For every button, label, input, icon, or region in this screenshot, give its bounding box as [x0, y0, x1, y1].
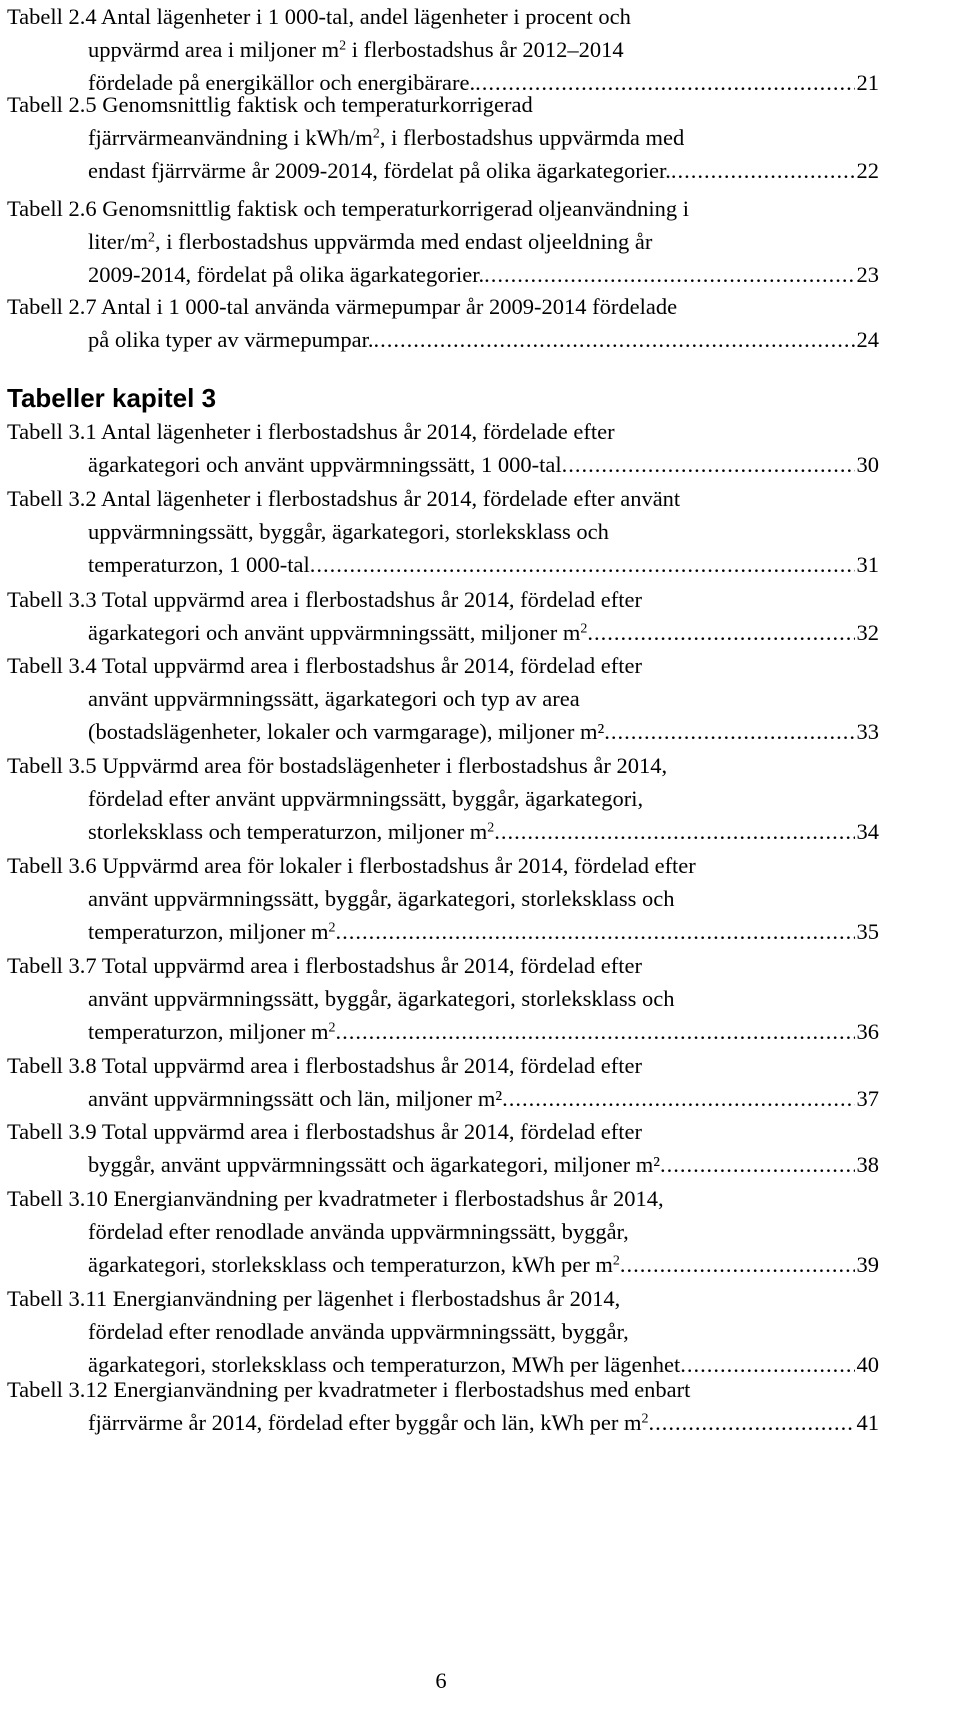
toc-entry-text: byggår, använt uppvärmningssätt och ägarkategori, miljoner m² — [88, 1152, 660, 1177]
toc-page-ref[interactable]: 36 — [856, 1019, 879, 1044]
page-number: 6 — [435, 1668, 447, 1693]
toc-page-ref[interactable]: 40 — [856, 1352, 879, 1377]
superscript: 2 — [372, 126, 380, 142]
toc-entry-text: uppvärmd area i miljoner $m^2$ i flerbostadshus år 2012–2014 — [88, 37, 624, 62]
superscript: 2 — [339, 38, 347, 54]
superscript: 2 — [641, 1411, 649, 1427]
toc-page-ref[interactable]: 31 — [856, 552, 879, 577]
toc-entry-line — [7, 88, 879, 121]
toc-entry-line — [7, 1115, 879, 1148]
toc-entry[interactable] — [7, 88, 879, 187]
dot-leader — [494, 815, 854, 848]
toc-entry[interactable] — [7, 1282, 879, 1381]
dot-leader — [649, 1406, 855, 1439]
toc-entry-last-line — [7, 154, 879, 187]
toc-entry-text-continued: , i flerbostadshus uppvärmda med — [379, 125, 685, 150]
toc-entry-line — [7, 415, 879, 448]
toc-entry-text: temperaturzon, 1 000-tal — [88, 552, 310, 577]
toc-entry-line — [7, 982, 879, 1015]
toc-entry-text: Tabell 2.6 Genomsnittlig faktisk och temperaturkorrigerad oljeanvändning i — [7, 196, 689, 221]
superscript: 2 — [148, 230, 155, 246]
toc-page-ref[interactable]: 22 — [856, 158, 879, 183]
toc-page-ref[interactable]: 41 — [856, 1410, 879, 1435]
toc-entry-text: Tabell 3.3 Total uppvärmd area i flerbostadshus år 2014, fördelad efter — [7, 587, 642, 612]
toc-entry-last-line — [7, 915, 879, 948]
toc-entry-line — [7, 515, 879, 548]
toc-entry-text: Tabell 2.5 Genomsnittlig faktisk och temperaturkorrigerad — [7, 92, 533, 117]
toc-entry[interactable] — [7, 192, 879, 291]
toc-entry-line — [7, 782, 879, 815]
toc-entry-text: använt uppvärmningssätt, byggår, ägarkategori, storleksklass och — [88, 986, 675, 1011]
toc-entry-last-line — [7, 448, 879, 481]
toc-entry-line — [7, 225, 879, 258]
toc-entry-line — [7, 1315, 879, 1348]
dot-leader — [502, 1082, 854, 1115]
toc-page-ref[interactable]: 37 — [856, 1086, 879, 1111]
toc-entry-line — [7, 1282, 879, 1315]
toc-entry-text: ägarkategori, storleksklass och temperaturzon, kWh per $m^2$ — [88, 1252, 620, 1277]
toc-entry[interactable] — [7, 290, 879, 356]
toc-entry-line — [7, 1049, 879, 1082]
toc-entry[interactable] — [7, 1115, 879, 1181]
toc-entry-line — [7, 649, 879, 682]
toc-entry-text: Tabell 2.4 Antal lägenheter i 1 000-tal, andel lägenheter i procent och — [7, 4, 631, 29]
toc-entry-line — [7, 1182, 879, 1215]
toc-entry-text: Tabell 3.2 Antal lägenheter i flerbostadshus år 2014, fördelade efter använt — [7, 486, 681, 511]
toc-entry-text: använt uppvärmningssätt, ägarkategori och typ av area — [88, 686, 580, 711]
dot-leader — [604, 715, 854, 748]
toc-entry-text: fördelade på energikällor och energibärare. — [88, 70, 476, 95]
toc-entry-text-continued: i flerbostadshus år 2012–2014 — [346, 37, 624, 62]
toc-entry-text: Tabell 3.11 Energianvändning per lägenhet i flerbostadshus år 2014, — [7, 1286, 621, 1311]
toc-entry-line — [7, 192, 879, 225]
superscript: 2 — [612, 1253, 620, 1269]
toc-entry[interactable] — [7, 1182, 879, 1281]
toc-entry-text: ägarkategori och använt uppvärmningssätt, miljoner $m^2$ — [88, 620, 588, 645]
toc-entry-text: Tabell 3.5 Uppvärmd area för bostadslägenheter i flerbostadshus år 2014, — [7, 753, 668, 778]
toc-page-ref[interactable]: 38 — [856, 1152, 879, 1177]
superscript: 2 — [487, 820, 495, 836]
toc-entry[interactable] — [7, 949, 879, 1048]
toc-entry[interactable] — [7, 482, 879, 581]
toc-entry-text: fördelad efter renodlade använda uppvärmningssätt, byggår, — [88, 1319, 629, 1344]
toc-entry-text: endast fjärrvärme år 2009-2014, fördelat på olika ägarkategorier. — [88, 158, 671, 183]
toc-entry-text: temperaturzon, miljoner $m^2$ — [88, 919, 336, 944]
toc-entry-last-line — [7, 1248, 879, 1281]
toc-entry-text: Tabell 3.10 Energianvändning per kvadratmeter i flerbostadshus år 2014, — [7, 1186, 664, 1211]
toc-entry-line — [7, 849, 879, 882]
toc-entry-line — [7, 290, 879, 323]
toc-entry-line — [7, 482, 879, 515]
toc-entry-line — [7, 749, 879, 782]
dot-leader — [374, 323, 855, 356]
toc-entry-last-line — [7, 815, 879, 848]
dot-leader — [562, 448, 855, 481]
toc-entry-text: Tabell 3.1 Antal lägenheter i flerbostadshus år 2014, fördelade efter — [7, 419, 615, 444]
dot-leader — [336, 915, 855, 948]
toc-entry-text: Tabell 2.7 Antal i 1 000-tal använda värmepumpar år 2009-2014 fördelade — [7, 294, 678, 319]
toc-entry-last-line — [7, 1015, 879, 1048]
toc-page-ref[interactable]: 24 — [856, 327, 879, 352]
toc-entry-last-line — [7, 715, 879, 748]
toc-entry-text: Tabell 3.6 Uppvärmd area för lokaler i flerbostadshus år 2014, fördelad efter — [7, 853, 696, 878]
toc-page-ref[interactable]: 32 — [856, 620, 879, 645]
toc-page-ref[interactable]: 39 — [856, 1252, 879, 1277]
toc-entry-last-line — [7, 1406, 879, 1439]
toc-entry-last-line — [7, 616, 879, 649]
toc-entry-last-line — [7, 548, 879, 581]
toc-entry-line — [7, 949, 879, 982]
toc-entry-last-line — [7, 1082, 879, 1115]
toc-entry-line — [7, 1215, 879, 1248]
toc-entry-text: Tabell 3.4 Total uppvärmd area i flerbostadshus år 2014, fördelad efter — [7, 653, 642, 678]
toc-entry[interactable] — [7, 0, 879, 99]
toc-entry-text: fördelad efter renodlade använda uppvärmningssätt, byggår, — [88, 1219, 629, 1244]
toc-page-ref[interactable]: 30 — [856, 452, 879, 477]
toc-entry[interactable] — [7, 1373, 879, 1439]
toc-entry-text: liter/$m^2$, i flerbostadshus uppvärmda med endast oljeeldning år — [88, 229, 653, 254]
toc-entry-text: uppvärmningssätt, byggår, ägarkategori, storleksklass och — [88, 519, 609, 544]
toc-entry-line — [7, 33, 879, 66]
toc-entry-last-line — [7, 323, 879, 356]
toc-page-ref[interactable]: 23 — [856, 262, 879, 287]
toc-entry-text: använt uppvärmningssätt, byggår, ägarkategori, storleksklass och — [88, 886, 675, 911]
toc-entry-text: storleksklass och temperaturzon, miljoner $m^2$ — [88, 819, 495, 844]
toc-entry-line — [7, 0, 879, 33]
dot-leader — [620, 1248, 855, 1281]
toc-entry[interactable] — [7, 1049, 879, 1115]
superscript: 2 — [328, 920, 336, 936]
dot-leader — [484, 258, 854, 291]
superscript: 2 — [580, 621, 588, 637]
toc-entry-text: på olika typer av värmepumpar. — [88, 327, 374, 352]
toc-entry-text: ägarkategori, storleksklass och temperaturzon, MWh per lägenhet — [88, 1352, 681, 1377]
toc-entry-last-line — [7, 258, 879, 291]
toc-page-ref[interactable]: 35 — [856, 919, 879, 944]
toc-entry-line — [7, 882, 879, 915]
toc-entry-line — [7, 1373, 879, 1406]
toc-entry-text: 2009-2014, fördelat på olika ägarkategorier. — [88, 262, 485, 287]
section-heading: Tabeller kapitel 3 — [7, 383, 217, 413]
toc-entry-text: (bostadslägenheter, lokaler och varmgarage), miljoner m² — [88, 719, 605, 744]
toc-entry-last-line — [7, 1148, 879, 1181]
toc-entry-text: fördelad efter använt uppvärmningssätt, byggår, ägarkategori, — [88, 786, 644, 811]
dot-leader — [310, 548, 855, 581]
dot-leader — [671, 154, 855, 187]
toc-entry[interactable] — [7, 849, 879, 948]
toc-page-ref[interactable]: 34 — [856, 819, 879, 844]
toc-entry-text: Tabell 3.7 Total uppvärmd area i flerbostadshus år 2014, fördelad efter — [7, 953, 642, 978]
toc-entry-text-continued: , i flerbostadshus uppvärmda med endast oljeeldning år — [155, 229, 653, 254]
toc-entry[interactable] — [7, 749, 879, 848]
toc-entry-text: temperaturzon, miljoner $m^2$ — [88, 1019, 336, 1044]
toc-entry-text: använt uppvärmningssätt och län, miljoner m² — [88, 1086, 503, 1111]
toc-entry-text: Tabell 3.12 Energianvändning per kvadratmeter i flerbostadshus med enbart — [7, 1377, 691, 1402]
toc-entry-text: Tabell 3.8 Total uppvärmd area i flerbostadshus år 2014, fördelad efter — [7, 1053, 642, 1078]
toc-entry-line — [7, 121, 879, 154]
toc-entry-text: fjärrvärmeanvändning i kWh/$m^2$, i flerbostadshus uppvärmda med — [88, 125, 685, 150]
toc-entry-text: fjärrvärme år 2014, fördelad efter byggår och län, kWh per $m^2$ — [88, 1410, 649, 1435]
toc-entry[interactable] — [7, 583, 879, 649]
toc-page-ref[interactable]: 33 — [856, 719, 879, 744]
toc-page-ref[interactable]: 21 — [856, 70, 879, 95]
toc-entry-text: Tabell 3.9 Total uppvärmd area i flerbostadshus år 2014, fördelad efter — [7, 1119, 642, 1144]
toc-entry-line — [7, 583, 879, 616]
dot-leader — [587, 616, 854, 649]
toc-entry-line — [7, 682, 879, 715]
toc-entry[interactable] — [7, 415, 879, 481]
toc-entry[interactable] — [7, 649, 879, 748]
superscript: 2 — [328, 1020, 336, 1036]
dot-leader — [336, 1015, 855, 1048]
toc-entry-text: ägarkategori och använt uppvärmningssätt, 1 000-tal — [88, 452, 562, 477]
dot-leader — [660, 1148, 855, 1181]
